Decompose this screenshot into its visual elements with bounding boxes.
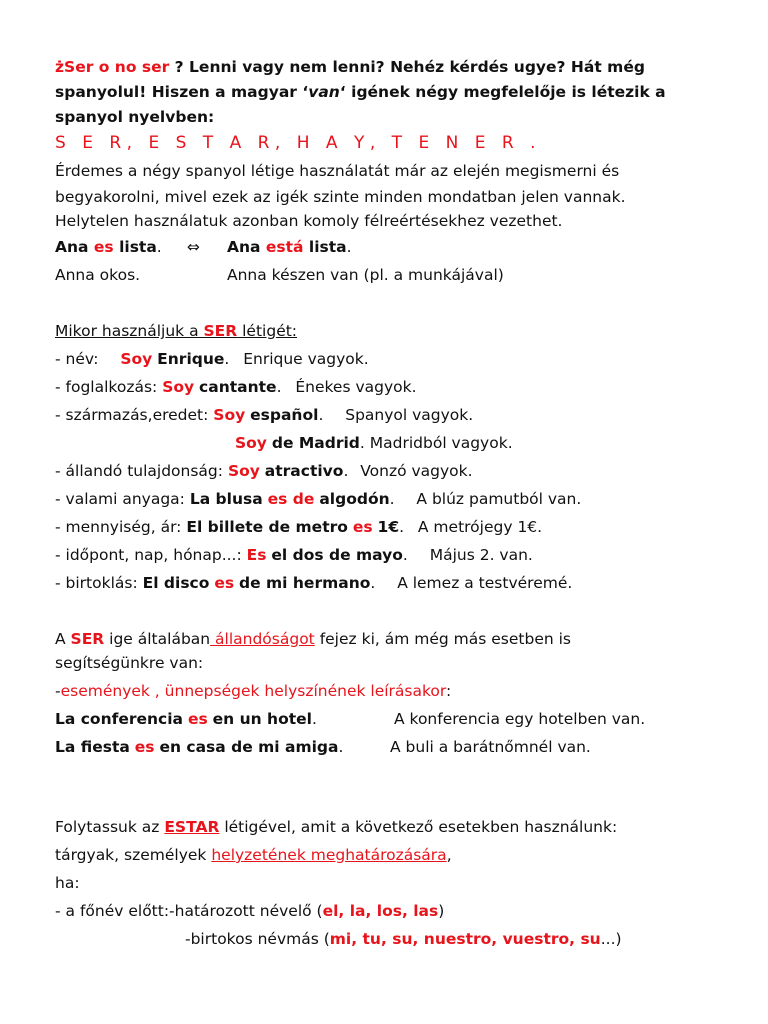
- intro-mark: ż: [55, 58, 65, 76]
- ser-heading-ser: SER: [203, 322, 238, 340]
- ser-use-red: Soy: [120, 350, 153, 368]
- compare-dot-1: .: [156, 238, 162, 256]
- ser-more-line-1: [55, 630, 571, 649]
- estar-b: létigével, amit a következő esetekben használunk:: [219, 818, 618, 836]
- intro-ser-question: Ser o no ser: [64, 58, 170, 76]
- ser-use-label: - időpont, nap, hónap...:: [55, 546, 242, 564]
- ser-use-pre: El disco: [142, 574, 210, 592]
- ser-use-row: - birtoklás: El disco es de mi hermano. A lemez a testvéremé.: [55, 574, 573, 592]
- estar-line-2: [55, 846, 452, 865]
- ser-more-b: ige általában: [104, 630, 211, 648]
- ser-use-red: Soy: [162, 378, 195, 396]
- ser-more-a: A: [55, 630, 71, 648]
- compare-ana-2: Ana: [227, 238, 261, 256]
- ser-use-translation: Énekes vagyok.: [295, 378, 417, 396]
- verbs-line: S E R, E S T A R, H A Y, T E N E R .: [55, 133, 541, 153]
- estar-ha: ha:: [55, 874, 80, 892]
- ser-use-label: - állandó tulajdonság:: [55, 462, 223, 480]
- compare-es: es: [93, 238, 114, 256]
- ser-use-label: - mennyiség, ár:: [55, 518, 182, 536]
- ser-use-red: es: [352, 518, 373, 536]
- estar-articles-a: - a főnév előtt:-határozott névelő (: [55, 902, 323, 920]
- estar-a: Folytassuk az: [55, 818, 165, 836]
- ser-use-black: español: [250, 406, 319, 424]
- estar-l2-b: ,: [446, 846, 452, 864]
- ser-use-black: algodón: [319, 490, 390, 508]
- ser-use-black: 1€: [377, 518, 400, 536]
- ser-use-row: - mennyiség, ár: El billete de metro es 1€. A metrójegy 1€.: [55, 518, 543, 536]
- ser-use-row: - valami anyaga: La blusa es de algodón. A blúz pamutból van.: [55, 490, 582, 508]
- intro-line-1-rest: ? Lenni vagy nem lenni? Nehéz kérdés ugye? Hát még: [169, 58, 645, 76]
- ser-more-line-2: segítségünkre van:: [55, 654, 204, 672]
- compare-lista-2: lista: [308, 238, 347, 256]
- ser-use-label: - foglalkozás:: [55, 378, 158, 396]
- events-colon: :: [445, 682, 452, 700]
- ser-use-row: - időpont, nap, hónap...: Es el dos de mayo. Május 2. van.: [55, 546, 533, 564]
- ser-use-row: Soy de Madrid. Madridból vagyok.: [235, 434, 513, 452]
- ser-heading-b: létigét:: [237, 322, 298, 340]
- ser-use-translation: A metrójegy 1€.: [417, 518, 543, 536]
- ser-use-black: atractivo: [264, 462, 344, 480]
- ser-use-black: cantante: [199, 378, 277, 396]
- ser-use-row: - állandó tulajdonság: Soy atractivo. Vonzó vagyok.: [55, 462, 473, 480]
- ser-use-pre: El billete de metro: [186, 518, 348, 536]
- ser-use-row: - név: Soy Enrique. Enrique vagyok.: [55, 350, 369, 368]
- intro-line-3: spanyol nyelvben:: [55, 108, 215, 126]
- event-pre: La fiesta: [55, 738, 130, 756]
- estar-possessives: [185, 930, 622, 949]
- ser-use-red: es: [214, 574, 235, 592]
- ser-more-ser: SER: [70, 630, 105, 648]
- event-post: en casa de mi amiga: [159, 738, 339, 756]
- estar-articles-b: ): [438, 902, 445, 920]
- event-red: es: [134, 738, 155, 756]
- estar-poss-red: mi, tu, su, nuestro, vuestro, su: [329, 930, 601, 948]
- ser-more-allando: állandóságot: [210, 630, 315, 648]
- event-pre: La conferencia: [55, 710, 184, 728]
- estar-line-1: [55, 818, 617, 837]
- ser-use-black: el dos de mayo: [271, 546, 403, 564]
- compare-esta: está: [265, 238, 304, 256]
- estar-poss-a: -birtokos névmás (: [185, 930, 330, 948]
- ser-use-translation: Madridból vagyok.: [369, 434, 513, 452]
- ser-use-red: Es: [246, 546, 267, 564]
- ser-use-red: Soy: [213, 406, 246, 424]
- ser-use-pre: La blusa: [189, 490, 263, 508]
- ser-use-label: - birtoklás:: [55, 574, 138, 592]
- ser-use-black: de Madrid: [271, 434, 360, 452]
- estar-articles: [55, 902, 444, 921]
- ser-heading-a: Mikor használjuk a: [55, 322, 204, 340]
- para1-line-1: Érdemes a négy spanyol létige használatát már az elején megismerni és: [55, 162, 620, 180]
- compare-dot-2: .: [346, 238, 352, 256]
- para1-line-2: begyakorolni, mivel ezek az igék szinte minden mondatban jelen vannak.: [55, 188, 626, 206]
- estar-l2-red: helyzetének meghatározására: [211, 846, 447, 864]
- ser-use-translation: Május 2. van.: [429, 546, 533, 564]
- estar-l2-a: tárgyak, személyek: [55, 846, 212, 864]
- ser-use-translation: A blúz pamutból van.: [416, 490, 582, 508]
- ser-heading: [55, 322, 297, 341]
- ser-use-label: - valami anyaga:: [55, 490, 185, 508]
- events-label: események , ünnepségek helyszínének leírásakor: [60, 682, 446, 700]
- ser-use-row: - foglalkozás: Soy cantante. Énekes vagyok.: [55, 378, 417, 396]
- compare-lista-1: lista: [119, 238, 157, 256]
- intro-van: van: [308, 83, 340, 101]
- ser-use-translation: A lemez a testvéremé.: [397, 574, 573, 592]
- event-example-row: La conferencia es en un hotel.: [55, 710, 317, 728]
- ser-more-c: fejez ki, ám még más esetben is: [314, 630, 571, 648]
- para1-line-3: Helytelen használatuk azonban komoly félreértésekhez vezethet.: [55, 212, 563, 230]
- event-translation: A konferencia egy hotelben van.: [394, 710, 646, 728]
- ser-use-red: Soy: [227, 462, 260, 480]
- compare-example-2: [227, 238, 352, 257]
- ser-use-label: - név:: [55, 350, 99, 368]
- intro-line-2-a: spanyolul! Hiszen a magyar ‘: [55, 83, 309, 101]
- ser-use-translation: Vonzó vagyok.: [360, 462, 473, 480]
- intro-line-1: [55, 58, 645, 77]
- intro-line-2: [55, 83, 666, 102]
- ser-use-translation: Enrique vagyok.: [243, 350, 369, 368]
- compare-arrow-icon: ⇔: [187, 238, 200, 256]
- compare-ana-1: Ana: [55, 238, 89, 256]
- event-red: es: [187, 710, 208, 728]
- ser-use-red: Soy: [235, 434, 267, 452]
- estar-articles-red: el, la, los, las: [322, 902, 439, 920]
- compare-translation-1: Anna okos.: [55, 266, 141, 284]
- compare-example-1: [55, 238, 162, 257]
- ser-use-translation: Spanyol vagyok.: [345, 406, 474, 424]
- estar-word: ESTAR: [164, 818, 220, 836]
- estar-poss-b: ...): [600, 930, 622, 948]
- event-translation: A buli a barátnőmnél van.: [390, 738, 591, 756]
- intro-line-2-b: ‘ igének négy megfelelője is létezik a: [339, 83, 666, 101]
- compare-translation-2: Anna készen van (pl. a munkájával): [227, 266, 504, 284]
- ser-use-label: - származás,eredet:: [55, 406, 209, 424]
- event-post: en un hotel: [212, 710, 312, 728]
- event-example-row: La fiesta es en casa de mi amiga.: [55, 738, 344, 756]
- ser-use-black: de mi hermano: [239, 574, 371, 592]
- ser-use-red: es de: [267, 490, 315, 508]
- events-line: -események , ünnepségek helyszínének leírásakor:: [55, 682, 452, 700]
- ser-use-row: - származás,eredet: Soy español. Spanyol vagyok.: [55, 406, 474, 424]
- ser-use-black: Enrique: [157, 350, 225, 368]
